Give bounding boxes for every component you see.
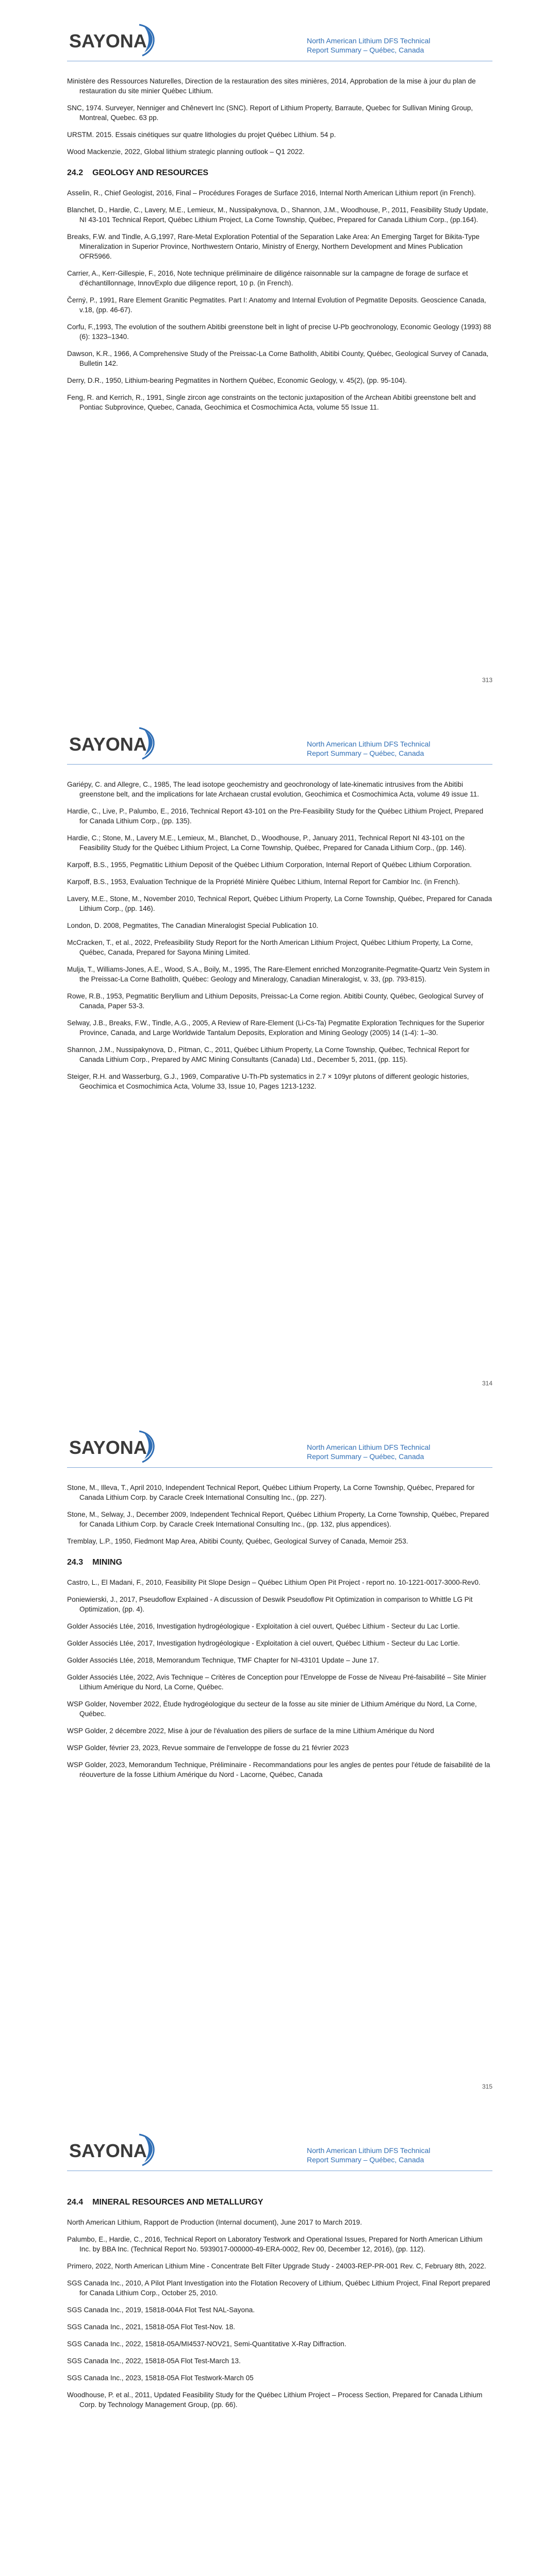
reference-entry: SGS Canada Inc., 2010, A Pilot Plant Investigation into the Flotation Recovery of Lithium, Québec Lithium Project, Final Report prepared for Canada Lithium Corp., October 25, 2010. bbox=[67, 2279, 490, 2297]
references-list bbox=[67, 1483, 492, 1787]
reference-entry: SNC, 1974. Surveyer, Nenniger and Chênevert Inc (SNC). Report of Lithium Property, Barraute, Quebec for Sullivan Mining Group, Montreal, Quebec. 63 pp. bbox=[67, 104, 473, 122]
reference-entry: Stone, M., Illeva, T., April 2010, Independent Technical Report, Québec Lithium Property, La Corne Township, Québec, Prepared for Canada Lithium Corp. by Caracle Creek International Consulting Inc., (pp. 227). bbox=[67, 1484, 475, 1501]
sayona-logo bbox=[67, 726, 170, 762]
reference-entry: Karpoff, B.S., 1953, Evaluation Technique de la Propriété Minière Québec Lithium, Internal Report for Cambior Inc. (in French). bbox=[67, 878, 460, 886]
report-page bbox=[0, 0, 544, 703]
reference-entry: Hardie, C., Live, P., Palumbo, E., 2016, Technical Report 43-101 on the Pre-Feasibility Study for the Québec Lithium Project, Prepared for Canada Lithium Corp., (pp. 135). bbox=[67, 807, 484, 825]
reference-entry: London, D. 2008, Pegmatites, The Canadian Mineralogist Special Publication 10. bbox=[67, 922, 319, 929]
reference-entry: Poniewierski, J., 2017, Pseudoflow Explained - A discussion of Deswik Pseudoflow Pit Optimization in comparison to Whittle LG Pit Optimization, (pp. 4). bbox=[67, 1596, 473, 1613]
reference-entry: Derry, D.R., 1950, Lithium-bearing Pegmatites in Northern Québec, Economic Geology, v. 45(2), (pp. 95-104). bbox=[67, 377, 407, 384]
logo-text: SAYONA bbox=[69, 30, 147, 52]
reference-entry: Breaks, F.W. and Tindle, A.G,1997, Rare-Metal Exploration Potential of the Separation Lake Area: An Emerging Target for Bikita-Type Mineralization in Superior Province, Northwestern Ontario, Ministry of Energy, Northern Development and Mines Publication OFR5966. bbox=[67, 233, 480, 260]
reference-entry: Castro, L., El Madani, F., 2010, Feasibility Pit Slope Design – Québec Lithium Open Pit Project - report no. 10-1221-0017-3000-Rev0. bbox=[67, 1579, 481, 1586]
reference-entry: Gariépy, C. and Allegre, C., 1985, The lead isotope geochemistry and geochronology of late-kinematic intrusives from the Abitibi greenstone belt, and the implications for late Archaean crustal evolution, Geochimica et Cosmochimica Acta, volume 49 issue 11. bbox=[67, 781, 480, 798]
reference-entry: Ministère des Ressources Naturelles, Direction de la restauration des sites minières, 2014, Approbation de la mise à jour du plan de restauration du site minier Québec Lithium. bbox=[67, 77, 476, 95]
report-title-line2: Report Summary – Québec, Canada bbox=[307, 749, 424, 757]
page-number: 313 bbox=[482, 676, 492, 684]
page-number: 314 bbox=[482, 1380, 492, 1387]
section-title: GEOLOGY AND RESOURCES bbox=[92, 168, 209, 177]
report-page bbox=[0, 703, 544, 1406]
section-heading bbox=[67, 168, 492, 178]
report-title-line2: Report Summary – Québec, Canada bbox=[307, 46, 424, 54]
reference-entry: Blanchet, D., Hardie, C., Lavery, M.E., Lemieux, M., Nussipakynova, D., Shannon, J.M., Woodhouse, P., 2011, Feasibility Study Update, NI 43-101 Technical Report, Québec Lithium Project, La Corne Township, Québec, Prepared for Canada Lithium Corp., (pp.164). bbox=[67, 206, 488, 224]
section-number: 24.2 bbox=[67, 168, 84, 177]
report-title bbox=[307, 2146, 492, 2164]
sayona-logo bbox=[67, 2132, 170, 2168]
reference-entry: Tremblay, L.P., 1950, Fiedmont Map Area, Abitibi County, Québec, Geological Survey of Canada, Memoir 253. bbox=[67, 1537, 408, 1545]
reference-entry: SGS Canada Inc., 2022, 15818-05A Flot Test-March 13. bbox=[67, 2357, 241, 2365]
reference-entry: Palumbo, E., Hardie, C., 2016, Technical Report on Laboratory Testwork and Operational Issues, Prepared for North American Lithium Inc. by BBA Inc. (Technical Report No. 5939017-000000-49-ERA-0002, Rev 00, December 12, 2016), (pp. 112). bbox=[67, 2235, 483, 2253]
header-divider bbox=[67, 764, 492, 765]
reference-entry: Carrier, A., Kerr-Gillespie, F., 2016, Note technique préliminaire de diligénce raisonnable sur la campagne de forage de surface et d'échantillonnage, InnovExplo due diligence report, 10 p. (in French). bbox=[67, 269, 468, 287]
section-heading bbox=[67, 1557, 492, 1567]
references-list bbox=[67, 779, 492, 1098]
reference-entry: Shannon, J.M., Nussipakynova, D., Pitman, C., 2011, Québec Lithium Property, La Corne Township, Québec, Technical Report for Canada Lithium Corp., Prepared by AMC Mining Consultants (Canada) Ltd., December 5, 2011, (pp. 115). bbox=[67, 1046, 470, 1063]
reference-entry: North American Lithium, Rapport de Production (Internal document), June 2017 to March 2019. bbox=[67, 2218, 362, 2226]
report-title-line1: North American Lithium DFS Technical bbox=[307, 37, 431, 45]
reference-entry: Mulja, T., Williams-Jones, A.E., Wood, S.A., Boily, M., 1995, The Rare-Element enriched Monzogranite-Pegmatite-Quartz Vein System in the Preissac-La Corne Batholith, Québec: Geology and Mineralogy, Canadian Mineralogist, v. 33, (pp. 793-815). bbox=[67, 965, 490, 983]
reference-entry: SGS Canada Inc., 2019, 15818-004A Flot Test NAL-Sayona. bbox=[67, 2306, 255, 2314]
reference-entry: McCracken, T., et al., 2022, Prefeasibility Study Report for the North American Lithium Project, Québec Lithium Property, La Corne, Québec, Canada, Prepared for Sayona Mining Limited. bbox=[67, 939, 473, 956]
report-title bbox=[307, 36, 492, 55]
section-title: MINERAL RESOURCES AND METALLURGY bbox=[92, 2198, 263, 2207]
section-number: 24.3 bbox=[67, 1558, 84, 1567]
reference-entry: Selway, J.B., Breaks, F.W., Tindle, A.G., 2005, A Review of Rare-Element (Li-Cs-Ta) Pegmatite Exploration Techniques for the Superior Province, Canada, and Large Worldwide Tantalum Deposits, Exploration and Mining Geology (2005) 14 (1-4): 1–30. bbox=[67, 1019, 485, 1037]
reference-entry: Feng, R. and Kerrich, R., 1991, Single zircon age constraints on the tectonic juxtaposition of the Archean Abitibi greenstone belt and Pontiac Subprovince, Quebec, Canada, Geochimica et Cosmochimica Acta, volume 55 Issue 11. bbox=[67, 394, 476, 411]
reference-entry: SGS Canada Inc., 2021, 15818-05A Flot Test-Nov. 18. bbox=[67, 2323, 235, 2331]
reference-entry: Golder Associés Ltée, 2018, Memorandum Technique, TMF Chapter for NI-43101 Update – June 17. bbox=[67, 1656, 379, 1664]
report-page bbox=[0, 1406, 544, 2110]
report-title-line1: North American Lithium DFS Technical bbox=[307, 740, 431, 748]
report-page bbox=[0, 2110, 544, 2576]
reference-entry: WSP Golder, février 23, 2023, Revue sommaire de l'enveloppe de fosse du 21 février 2023 bbox=[67, 1744, 349, 1752]
reference-entry: Asselin, R., Chief Geologist, 2016, Final – Procédures Forages de Surface 2016, Internal North American Lithium report (in French). bbox=[67, 189, 476, 197]
report-title bbox=[307, 739, 492, 758]
reference-entry: Woodhouse, P. et al., 2011, Updated Feasibility Study for the Québec Lithium Project – Process Section, Prepared for Canada Lithium Corp. by Technology Management Group, (pp. 66). bbox=[67, 2391, 483, 2409]
reference-entry: WSP Golder, November 2022, Étude hydrogéologique du secteur de la fosse au site minier de Lithium Amérique du Nord, La Corne, Québec. bbox=[67, 1700, 477, 1718]
sayona-logo bbox=[67, 23, 170, 59]
report-title-line1: North American Lithium DFS Technical bbox=[307, 1443, 431, 1451]
report-title bbox=[307, 1443, 492, 1461]
reference-entry: Golder Associés Ltée, 2022, Avis Technique – Critères de Conception pour l'Enveloppe de Fosse de Niveau Pré-faisabilité – Site Minier Lithium Amérique du Nord, La Corne, Québec. bbox=[67, 1673, 486, 1691]
report-title-line2: Report Summary – Québec, Canada bbox=[307, 1452, 424, 1461]
section-title: MINING bbox=[92, 1558, 122, 1567]
reference-entry: Černý, P., 1991, Rare Element Granitic Pegmatites. Part I: Anatomy and Internal Evolution of Pegmatite Deposits. Geoscience Canada, v.18, (pp. 46-67). bbox=[67, 296, 486, 314]
reference-entry: Lavery, M.E., Stone, M., November 2010, Technical Report, Québec Lithium Property, La Corne Township, Québec, Prepared for Canada Lithium Corp., (pp. 146). bbox=[67, 895, 492, 912]
report-title-line1: North American Lithium DFS Technical bbox=[307, 2146, 431, 2155]
logo-text: SAYONA bbox=[69, 1437, 147, 1458]
report-title-line2: Report Summary – Québec, Canada bbox=[307, 2156, 424, 2164]
section-number: 24.4 bbox=[67, 2198, 84, 2207]
reference-entry: URSTM. 2015. Essais cinétiques sur quatre lithologies du projet Québec Lithium. 54 p. bbox=[67, 131, 336, 139]
reference-entry: Primero, 2022, North American Lithium Mine - Concentrate Belt Filter Upgrade Study - 24003-REP-PR-001 Rev. C, February 8th, 2022. bbox=[67, 2262, 486, 2270]
page-number: 315 bbox=[482, 2083, 492, 2090]
reference-entry: Steiger, R.H. and Wasserburg, G.J., 1969, Comparative U-Th-Pb systematics in 2.7 × 109yr plutons of different geologic histories, Geochimica et Cosmochimica Acta, Volume 33, Issue 10, Pages 1213-1232. bbox=[67, 1073, 469, 1090]
reference-entry: Stone, M., Selway, J., December 2009, Independent Technical Report, Québec Lithium Property, La Corne Township, Québec, Prepared for Canada Lithium Corp. by Caracle Creek International Consulting Inc., (pp. 132, plus appendices). bbox=[67, 1511, 489, 1528]
reference-entry: SGS Canada Inc., 2022, 15818-05A/MI4537-NOV21, Semi-Quantitative X-Ray Diffraction. bbox=[67, 2340, 347, 2348]
reference-entry: Karpoff, B.S., 1955, Pegmatitic Lithium Deposit of the Québec Lithium Corporation, Internal Report of Québec Lithium Corporation. bbox=[67, 861, 472, 869]
reference-entry: Hardie, C.; Stone, M., Lavery M.E., Lemieux, M., Blanchet, D., Woodhouse, P., January 2011, Technical Report NI 43-101 on the Feasibility Study for the Québec Lithium Project, La Corne Township, Québec, Prepared for Canada Lithium Corp., (pp. 146). bbox=[67, 834, 467, 852]
references-list bbox=[67, 76, 492, 419]
reference-entry: WSP Golder, 2023, Memorandum Technique, Préliminaire - Recommandations pour les angles de pentes pour l'étude de faisabilité de la réouverture de la fosse Lithium Amérique du Nord - Lacorne, Québec, Canada bbox=[67, 1761, 490, 1778]
reference-entry: Golder Associés Ltée, 2017, Investigation hydrogéologique - Exploitation à ciel ouvert, Québec Lithium - Secteur du Lac Lortie. bbox=[67, 1639, 460, 1647]
header-divider bbox=[67, 1467, 492, 1468]
section-heading bbox=[67, 2197, 492, 2207]
sayona-logo bbox=[67, 1429, 170, 1465]
logo-text: SAYONA bbox=[69, 734, 147, 755]
references-list bbox=[67, 2186, 492, 2417]
reference-entry: Golder Associés Ltée, 2016, Investigation hydrogéologique - Exploitation à ciel ouvert, Québec Lithium - Secteur du Lac Lortie. bbox=[67, 1622, 460, 1630]
logo-text: SAYONA bbox=[69, 2140, 147, 2161]
reference-entry: Wood Mackenzie, 2022, Global lithium strategic planning outlook – Q1 2022. bbox=[67, 148, 305, 156]
reference-entry: Rowe, R.B., 1953, Pegmatitic Beryllium and Lithium Deposits, Preissac-La Corne region. Abitibi County, Québec, Geological Survey of Canada, Paper 53-3. bbox=[67, 992, 484, 1010]
reference-entry: Corfu, F.,1993, The evolution of the southern Abitibi greenstone belt in light of precise U-Pb geochronology, Economic Geology (1993) 88 (6): 1323–1340. bbox=[67, 323, 491, 341]
reference-entry: Dawson, K.R., 1966, A Comprehensive Study of the Preissac-La Corne Batholith, Abitibi County, Québec, Geological Survey of Canada, Bulletin 142. bbox=[67, 350, 489, 367]
reference-entry: SGS Canada Inc., 2023, 15818-05A Flot Testwork-March 05 bbox=[67, 2374, 254, 2382]
reference-entry: WSP Golder, 2 décembre 2022, Mise à jour de l'évaluation des piliers de surface de la mine Lithium Amérique du Nord bbox=[67, 1727, 434, 1735]
